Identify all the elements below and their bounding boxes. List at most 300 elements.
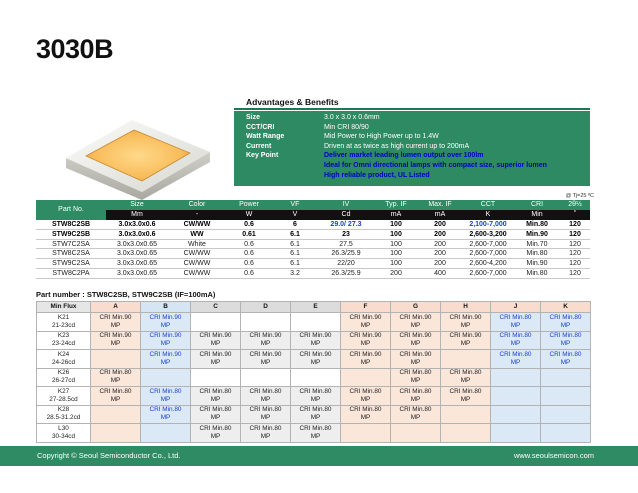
flux-empty-cell xyxy=(491,424,541,443)
footer-bar xyxy=(0,446,638,466)
spec-cell: Min.80 xyxy=(514,269,560,279)
flux-cri-status: MP xyxy=(560,321,571,329)
flux-empty-cell xyxy=(91,424,141,443)
flux-cri-cell xyxy=(141,350,191,369)
flux-cri-cell xyxy=(91,313,141,332)
spec-cell: 6.1 xyxy=(272,239,318,249)
flux-cri-value: CRI Min.80 xyxy=(299,424,332,432)
flux-empty-cell xyxy=(491,368,541,387)
flux-cri-status: MP xyxy=(460,395,471,403)
spec-cell: Min.90 xyxy=(514,259,560,269)
flux-cri-cell xyxy=(191,424,241,443)
flux-cri-status: MP xyxy=(460,340,471,348)
spec-row xyxy=(36,220,590,230)
flux-cri-cell xyxy=(291,331,341,350)
flux-cri-value: CRI Min.80 xyxy=(499,332,532,340)
flux-row xyxy=(37,331,591,350)
flux-cri-status: MP xyxy=(310,340,321,348)
spec-cell: WW xyxy=(168,229,226,239)
flux-bin-range: 23-24cd xyxy=(51,340,76,348)
spec-header: IV xyxy=(318,200,374,210)
spec-unit: mA xyxy=(418,210,462,220)
spec-header: Size xyxy=(106,200,168,210)
spec-cell: 0.6 xyxy=(226,269,272,279)
benefit-row xyxy=(246,161,590,171)
flux-cri-status: MP xyxy=(360,340,371,348)
flux-cri-cell xyxy=(441,313,491,332)
spec-cell: 2,600-7,000 xyxy=(462,249,514,259)
benefit-value: Min CRI 80/90 xyxy=(324,123,369,131)
spec-unit-row xyxy=(36,210,590,220)
flux-cri-status: MP xyxy=(160,414,171,422)
flux-cri-status: MP xyxy=(360,358,371,366)
flux-cri-value: CRI Min.80 xyxy=(399,369,432,377)
spec-cell: 0.6 xyxy=(226,239,272,249)
page-title: 3030B xyxy=(36,34,114,64)
flux-cri-cell xyxy=(491,350,541,369)
flux-cri-status: MP xyxy=(460,377,471,385)
spec-cell: 3.0x3.0x0.65 xyxy=(106,249,168,259)
flux-header-min-flux: Min Flux xyxy=(37,302,91,313)
spec-cell: 3.0x3.0x0.65 xyxy=(106,269,168,279)
flux-cri-status: MP xyxy=(410,414,421,422)
flux-cri-value: CRI Min.90 xyxy=(399,313,432,321)
spec-cell: 0.6 xyxy=(226,259,272,269)
flux-bin-label xyxy=(37,387,91,406)
flux-cri-value: CRI Min.90 xyxy=(199,332,232,340)
flux-cri-value: CRI Min.90 xyxy=(199,350,232,358)
flux-empty-cell xyxy=(341,424,391,443)
temperature-note: @ Tj=25 ºC xyxy=(565,193,594,199)
flux-cri-status: MP xyxy=(110,395,121,403)
flux-bin-code: K21 xyxy=(57,313,70,321)
flux-row xyxy=(37,313,591,332)
flux-cri-cell xyxy=(441,368,491,387)
flux-empty-cell xyxy=(491,387,541,406)
flux-cri-cell xyxy=(91,387,141,406)
flux-header: B xyxy=(141,302,191,313)
spec-row xyxy=(36,239,590,249)
benefit-row xyxy=(246,142,590,152)
flux-cri-cell xyxy=(541,350,591,369)
flux-cri-status: MP xyxy=(160,395,171,403)
spec-header-part-no: Part No. xyxy=(36,200,106,220)
spec-cell: 6.1 xyxy=(272,229,318,239)
spec-header: Max. IF xyxy=(418,200,462,210)
spec-cell: 100 xyxy=(374,229,418,239)
spec-cell: 2,600-7,000 xyxy=(462,239,514,249)
spec-cell: 2,600-7,000 xyxy=(462,269,514,279)
flux-bin-label xyxy=(37,424,91,443)
flux-bin-code: K24 xyxy=(57,350,70,358)
flux-cri-cell xyxy=(141,405,191,424)
flux-cri-value: CRI Min.80 xyxy=(399,387,432,395)
spec-unit: V xyxy=(272,210,318,220)
spec-header: VF xyxy=(272,200,318,210)
flux-cri-status: MP xyxy=(210,432,221,440)
flux-bin-range: 26-27cd xyxy=(51,377,76,385)
flux-cri-value: CRI Min.80 xyxy=(149,387,182,395)
flux-cri-status: MP xyxy=(360,321,371,329)
spec-cell: 200 xyxy=(374,269,418,279)
flux-cri-value: CRI Min.80 xyxy=(249,387,282,395)
led-package-image xyxy=(60,104,215,200)
flux-empty-cell xyxy=(141,424,191,443)
flux-cri-status: MP xyxy=(410,358,421,366)
flux-empty-cell xyxy=(191,313,241,332)
flux-bin-code: L30 xyxy=(58,424,69,432)
spec-header: CCT xyxy=(462,200,514,210)
spec-cell: 6.1 xyxy=(272,249,318,259)
flux-bin-code: K27 xyxy=(57,387,70,395)
spec-cell: 3.0x3.0x0.65 xyxy=(106,259,168,269)
benefit-key: Watt Range xyxy=(246,133,285,141)
flux-cri-status: MP xyxy=(160,358,171,366)
flux-cri-status: MP xyxy=(160,321,171,329)
spec-cell: 100 xyxy=(374,259,418,269)
flux-cri-cell xyxy=(391,331,441,350)
flux-empty-cell xyxy=(441,350,491,369)
flux-cri-value: CRI Min.90 xyxy=(149,313,182,321)
flux-cri-cell xyxy=(341,350,391,369)
flux-cri-cell xyxy=(191,331,241,350)
flux-empty-cell xyxy=(541,405,591,424)
flux-cri-status: MP xyxy=(460,321,471,329)
spec-unit: - xyxy=(168,210,226,220)
spec-header: Typ. IF xyxy=(374,200,418,210)
flux-cri-value: CRI Min.80 xyxy=(99,369,132,377)
flux-bin-range: 30-34cd xyxy=(51,432,76,440)
spec-cell: CW/WW xyxy=(168,269,226,279)
spec-part-number: STW8C2PA xyxy=(36,269,106,279)
flux-empty-cell xyxy=(291,313,341,332)
spec-cell: Min.70 xyxy=(514,239,560,249)
flux-empty-cell xyxy=(241,313,291,332)
spec-cell: 120 xyxy=(560,259,590,269)
flux-cri-value: CRI Min.80 xyxy=(449,387,482,395)
flux-cri-status: MP xyxy=(410,340,421,348)
spec-cell: 0.61 xyxy=(226,229,272,239)
spec-table xyxy=(36,200,590,279)
spec-cell: 200 xyxy=(418,249,462,259)
spec-cell: 22/20 xyxy=(318,259,374,269)
spec-cell: 200 xyxy=(418,259,462,269)
spec-cell: Min.80 xyxy=(514,249,560,259)
flux-cri-status: MP xyxy=(260,395,271,403)
flux-header: J xyxy=(491,302,541,313)
flux-cri-value: CRI Min.90 xyxy=(399,332,432,340)
flux-empty-cell xyxy=(541,387,591,406)
benefit-row xyxy=(246,151,590,161)
spec-unit: Min xyxy=(514,210,560,220)
flux-cri-status: MP xyxy=(510,358,521,366)
flux-cri-cell xyxy=(391,387,441,406)
flux-cri-cell xyxy=(291,405,341,424)
flux-cri-value: CRI Min.80 xyxy=(549,313,582,321)
flux-header: A xyxy=(91,302,141,313)
flux-cri-cell xyxy=(191,350,241,369)
spec-cell: 26.3/25.9 xyxy=(318,249,374,259)
benefit-key xyxy=(246,171,324,181)
flux-cri-status: MP xyxy=(310,432,321,440)
flux-bin-range: 24-26cd xyxy=(51,358,76,366)
benefit-key: Current xyxy=(246,142,272,150)
flux-cri-cell xyxy=(341,313,391,332)
flux-cri-cell xyxy=(491,313,541,332)
flux-cri-value: CRI Min.80 xyxy=(349,387,382,395)
flux-cri-cell xyxy=(391,368,441,387)
flux-cri-status: MP xyxy=(410,377,421,385)
spec-unit: Mm xyxy=(106,210,168,220)
flux-bin-label xyxy=(37,313,91,332)
flux-empty-cell xyxy=(241,368,291,387)
flux-cri-cell xyxy=(191,405,241,424)
flux-cri-cell xyxy=(241,405,291,424)
flux-bin-label xyxy=(37,350,91,369)
flux-header: D xyxy=(241,302,291,313)
flux-cri-status: MP xyxy=(560,340,571,348)
flux-cri-cell xyxy=(141,313,191,332)
flux-row xyxy=(37,387,591,406)
flux-cri-value: CRI Min.80 xyxy=(449,369,482,377)
benefit-row xyxy=(246,132,590,142)
flux-empty-cell xyxy=(541,424,591,443)
spec-cell: 27.5 xyxy=(318,239,374,249)
flux-cri-cell xyxy=(341,387,391,406)
spec-cell: Min.80 xyxy=(514,220,560,230)
flux-cri-cell xyxy=(291,424,341,443)
benefit-value-highlight: Ideal for Omni directional lamps with compact size, superior lumen xyxy=(324,161,547,169)
spec-unit: ˚ xyxy=(560,210,590,220)
benefits-heading: Advantages & Benefits xyxy=(246,97,339,107)
flux-cri-value: CRI Min.90 xyxy=(349,350,382,358)
flux-cri-cell xyxy=(241,350,291,369)
spec-cell: 120 xyxy=(560,239,590,249)
flux-empty-cell xyxy=(441,405,491,424)
spec-part-number: STW9C2SB xyxy=(36,229,106,239)
flux-header: H xyxy=(441,302,491,313)
spec-cell: 200 xyxy=(418,239,462,249)
flux-cri-value: CRI Min.80 xyxy=(549,350,582,358)
flux-cri-value: CRI Min.90 xyxy=(299,332,332,340)
flux-cri-cell xyxy=(491,331,541,350)
flux-header: K xyxy=(541,302,591,313)
flux-cri-value: CRI Min.80 xyxy=(499,313,532,321)
flux-cri-value: CRI Min.80 xyxy=(299,406,332,414)
benefit-key: CCT/CRI xyxy=(246,123,275,131)
flux-cri-value: CRI Min.90 xyxy=(299,350,332,358)
flux-cri-status: MP xyxy=(560,358,571,366)
spec-unit: Cd xyxy=(318,210,374,220)
flux-cri-status: MP xyxy=(210,414,221,422)
spec-unit: W xyxy=(226,210,272,220)
flux-cri-value: CRI Min.80 xyxy=(349,406,382,414)
flux-row xyxy=(37,368,591,387)
spec-cell: 2,600-4,200 xyxy=(462,259,514,269)
flux-cri-status: MP xyxy=(510,321,521,329)
flux-cri-cell xyxy=(241,424,291,443)
flux-cri-status: MP xyxy=(410,395,421,403)
spec-header: Color xyxy=(168,200,226,210)
benefits-panel xyxy=(234,111,590,186)
spec-cell: 6 xyxy=(272,220,318,230)
flux-cri-status: MP xyxy=(510,340,521,348)
spec-unit: K xyxy=(462,210,514,220)
flux-empty-cell xyxy=(491,405,541,424)
flux-bin-label xyxy=(37,331,91,350)
flux-cri-status: MP xyxy=(260,414,271,422)
flux-row xyxy=(37,424,591,443)
spec-unit: mA xyxy=(374,210,418,220)
spec-cell: White xyxy=(168,239,226,249)
flux-bin-code: K26 xyxy=(57,369,70,377)
flux-cri-status: MP xyxy=(160,340,171,348)
flux-bin-code: K23 xyxy=(57,332,70,340)
flux-empty-cell xyxy=(191,368,241,387)
flux-cri-cell xyxy=(291,350,341,369)
flux-cri-value: CRI Min.90 xyxy=(399,350,432,358)
benefit-row xyxy=(246,171,590,181)
flux-cri-status: MP xyxy=(310,395,321,403)
flux-cri-cell xyxy=(241,387,291,406)
flux-bin-label xyxy=(37,368,91,387)
flux-cri-status: MP xyxy=(110,340,121,348)
spec-cell: 23 xyxy=(318,229,374,239)
spec-cell: 3.0x3.0x0.6 xyxy=(106,220,168,230)
flux-cri-cell xyxy=(391,313,441,332)
spec-row xyxy=(36,229,590,239)
spec-header: Power xyxy=(226,200,272,210)
spec-cell: 100 xyxy=(374,220,418,230)
spec-cell: 120 xyxy=(560,249,590,259)
flux-cri-value: CRI Min.80 xyxy=(149,406,182,414)
spec-cell: 2,100-7,000 xyxy=(462,220,514,230)
flux-cri-status: MP xyxy=(110,321,121,329)
flux-cri-value: CRI Min.90 xyxy=(99,313,132,321)
flux-cri-cell xyxy=(441,331,491,350)
spec-header: CRI xyxy=(514,200,560,210)
flux-cri-cell xyxy=(541,313,591,332)
spec-cell: 3.0x3.0x0.65 xyxy=(106,239,168,249)
flux-bin-range: 21-23cd xyxy=(51,321,76,329)
flux-cri-value: CRI Min.90 xyxy=(249,332,282,340)
spec-cell: 200 xyxy=(418,229,462,239)
benefit-value: Driven at as twice as high current up to 200mA xyxy=(324,142,470,150)
benefit-value-highlight: Deliver market leading lumen output over 100lm xyxy=(324,152,484,160)
copyright-text: Copyright © Seoul Semiconductor Co., Ltd. xyxy=(37,451,181,460)
flux-empty-cell xyxy=(441,424,491,443)
flux-cri-status: MP xyxy=(360,395,371,403)
flux-cri-cell xyxy=(441,387,491,406)
flux-cri-value: CRI Min.90 xyxy=(99,332,132,340)
flux-cri-cell xyxy=(191,387,241,406)
benefit-key xyxy=(246,161,324,171)
spec-cell: 100 xyxy=(374,249,418,259)
flux-cri-value: CRI Min.80 xyxy=(249,424,282,432)
flux-cri-value: CRI Min.90 xyxy=(349,313,382,321)
spec-cell: 120 xyxy=(560,220,590,230)
flux-bin-code: K28 xyxy=(57,406,70,414)
spec-cell: 29.0/ 27.3 xyxy=(318,220,374,230)
spec-header: 2θ½ xyxy=(560,200,590,210)
spec-cell: 200 xyxy=(418,220,462,230)
flux-header: F xyxy=(341,302,391,313)
flux-cri-value: CRI Min.90 xyxy=(449,332,482,340)
flux-cri-value: CRI Min.80 xyxy=(499,350,532,358)
flux-empty-cell xyxy=(391,424,441,443)
flux-cri-status: MP xyxy=(260,340,271,348)
flux-cri-cell xyxy=(341,331,391,350)
flux-cri-value: CRI Min.90 xyxy=(149,350,182,358)
flux-cri-status: MP xyxy=(260,358,271,366)
flux-cri-status: MP xyxy=(310,358,321,366)
flux-cri-value: CRI Min.80 xyxy=(99,387,132,395)
flux-table-label: Part number : STW8C2SB, STW9C2SB (IF=100mA) xyxy=(36,290,216,299)
flux-row xyxy=(37,350,591,369)
spec-cell: CW/WW xyxy=(168,259,226,269)
flux-empty-cell xyxy=(91,405,141,424)
flux-cri-status: MP xyxy=(310,414,321,422)
flux-cri-status: MP xyxy=(110,377,121,385)
flux-cri-cell xyxy=(391,405,441,424)
flux-empty-cell xyxy=(341,368,391,387)
spec-cell: 3.2 xyxy=(272,269,318,279)
flux-cri-cell xyxy=(241,331,291,350)
benefit-key: Key Point xyxy=(246,152,279,160)
benefit-row xyxy=(246,123,590,133)
flux-cri-value: CRI Min.80 xyxy=(299,387,332,395)
flux-bin-table xyxy=(36,301,591,443)
flux-cri-value: CRI Min.80 xyxy=(249,406,282,414)
spec-cell: 120 xyxy=(560,269,590,279)
benefit-key: Size xyxy=(246,114,261,121)
spec-cell: 0.6 xyxy=(226,249,272,259)
flux-cri-status: MP xyxy=(360,414,371,422)
flux-empty-cell xyxy=(141,368,191,387)
flux-empty-cell xyxy=(91,350,141,369)
flux-cri-cell xyxy=(91,331,141,350)
spec-part-number: STW7C2SA xyxy=(36,239,106,249)
flux-cri-value: CRI Min.80 xyxy=(199,424,232,432)
flux-cri-value: CRI Min.90 xyxy=(449,313,482,321)
spec-cell: 6.1 xyxy=(272,259,318,269)
benefits-divider xyxy=(234,108,590,110)
website-link[interactable]: www.seoulsemicon.com xyxy=(513,451,594,460)
flux-cri-status: MP xyxy=(210,395,221,403)
flux-header: G xyxy=(391,302,441,313)
spec-part-number: STW8C2SA xyxy=(36,249,106,259)
flux-cri-cell xyxy=(541,331,591,350)
spec-cell: 26.3/25.9 xyxy=(318,269,374,279)
flux-cri-cell xyxy=(291,387,341,406)
benefit-value: 3.0 x 3.0 x 0.6mm xyxy=(324,114,380,121)
flux-row xyxy=(37,405,591,424)
flux-header: C xyxy=(191,302,241,313)
spec-cell: CW/WW xyxy=(168,249,226,259)
flux-cri-value: CRI Min.90 xyxy=(249,350,282,358)
spec-part-number: STW8C2SB xyxy=(36,220,106,230)
flux-cri-cell xyxy=(341,405,391,424)
flux-bin-range: 27-28.5cd xyxy=(49,395,78,403)
flux-cri-value: CRI Min.80 xyxy=(549,332,582,340)
flux-cri-value: CRI Min.80 xyxy=(199,387,232,395)
flux-bin-label xyxy=(37,405,91,424)
spec-row xyxy=(36,259,590,269)
flux-cri-cell xyxy=(141,331,191,350)
flux-header-row xyxy=(37,302,591,313)
spec-cell: 0.6 xyxy=(226,220,272,230)
flux-bin-range: 28.5-31.2cd xyxy=(46,414,81,422)
